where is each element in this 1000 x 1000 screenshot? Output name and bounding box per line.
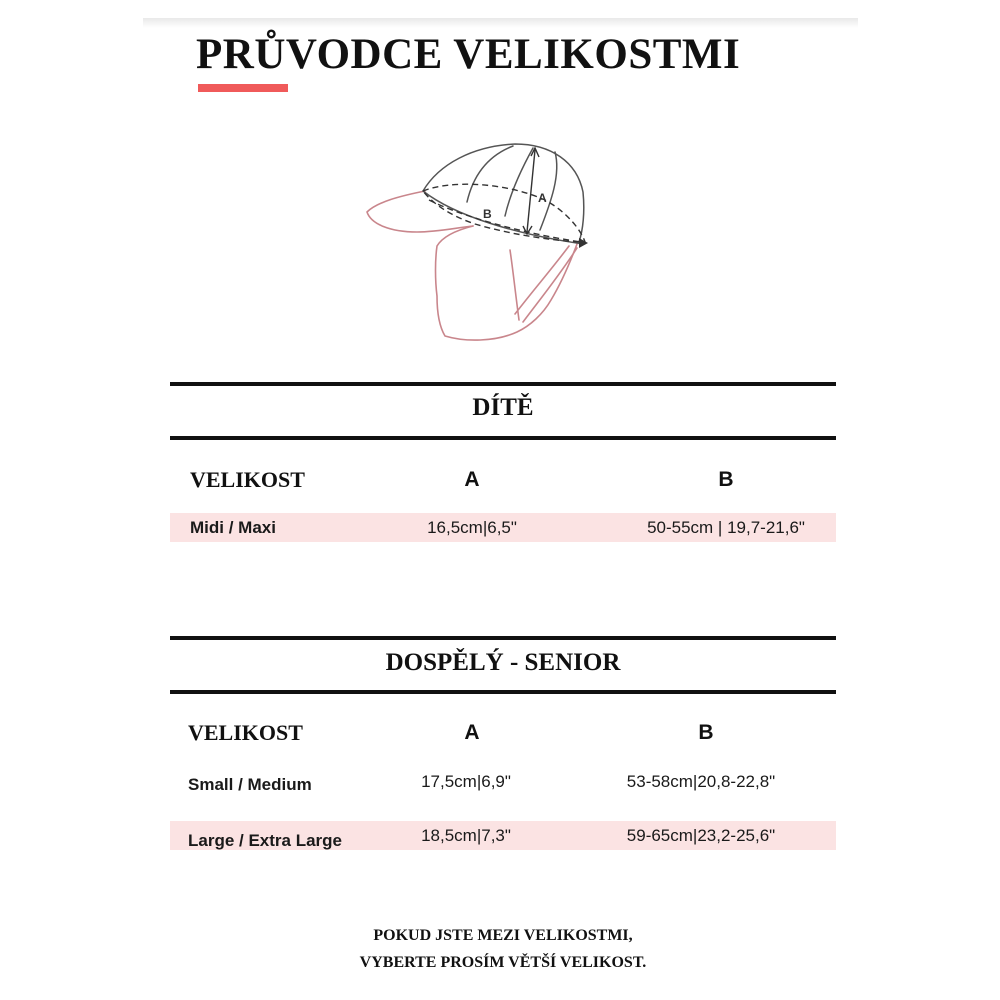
child-header-size: VELIKOST [190, 467, 305, 492]
hat-measurement-illustration [355, 130, 605, 350]
hat-label-b: B [483, 207, 492, 221]
adult-table-bottom-rule [170, 690, 836, 694]
child-row-size: Midi / Maxi [190, 518, 276, 537]
adult-row-2-b: 59-65cm|23,2-25,6" [626, 826, 776, 845]
adult-row-2-size: Large / Extra Large [188, 831, 343, 850]
adult-header-size: VELIKOST [188, 720, 303, 745]
child-header-a: A [464, 468, 480, 491]
size-advice-note [170, 922, 836, 976]
adult-header-a: A [464, 721, 480, 744]
adult-row-2-a: 18,5cm|7,3" [421, 826, 511, 845]
child-header-b: B [718, 468, 734, 491]
adult-row-1-a: 17,5cm|6,9" [421, 772, 511, 791]
child-row-a: 16,5cm|6,5" [427, 518, 517, 537]
page-title: PRŮVODCE VELIKOSTMI [196, 31, 741, 78]
title-underline [198, 84, 288, 92]
child-table-top-rule [170, 382, 836, 386]
child-table-title: DÍTĚ [472, 394, 534, 421]
adult-table-top-rule [170, 636, 836, 640]
adult-header-b: B [698, 721, 714, 744]
top-shadow [143, 18, 858, 28]
adult-row-1-size: Small / Medium [188, 775, 312, 794]
size-advice-line-1: POKUD JSTE MEZI VELIKOSTMI, [373, 927, 633, 944]
adult-row-1-b: 53-58cm|20,8-22,8" [626, 772, 776, 791]
size-advice-line-2: VYBERTE PROSÍM VĚTŠÍ VELIKOST. [359, 954, 647, 971]
child-table-bottom-rule [170, 436, 836, 440]
adult-table-title: DOSPĚLÝ - SENIOR [385, 649, 621, 676]
child-row-b: 50-55cm | 19,7-21,6" [647, 518, 805, 537]
hat-label-a: A [538, 191, 547, 205]
